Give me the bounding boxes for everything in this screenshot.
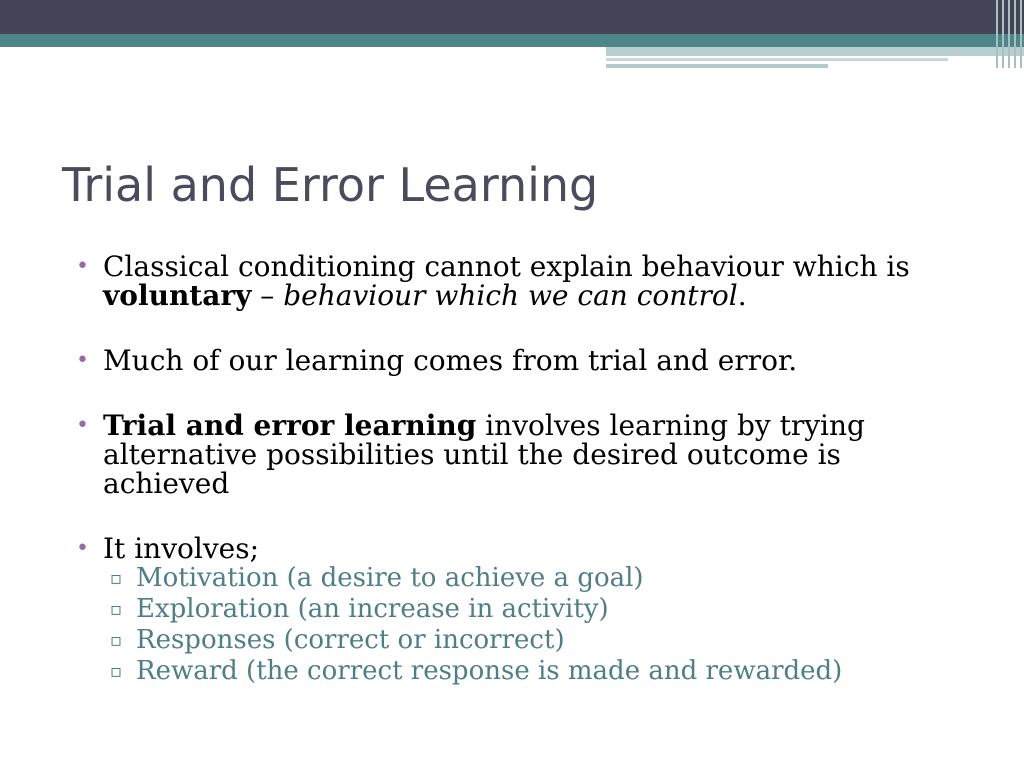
header-accent-line	[606, 58, 948, 61]
square-bullet-icon: ▫	[110, 630, 123, 651]
square-bullet-icon: ▫	[110, 568, 123, 589]
bullet-dot-icon: •	[76, 254, 89, 279]
bullet-item: • Much of our learning comes from trial and error.	[76, 344, 798, 377]
sub-list-item: ▫ Reward (the correct response is made and rewarded)	[110, 656, 843, 686]
bullet-dot-icon: •	[76, 413, 89, 438]
header-dark-band	[0, 0, 1024, 34]
bullet-dot-icon: •	[76, 348, 89, 373]
slide-content	[76, 252, 976, 687]
header-light-band	[606, 47, 1024, 56]
bullet-item: • It involves;	[76, 532, 260, 565]
header-stripes	[992, 0, 1024, 68]
sub-list-item: ▫ Responses (correct or incorrect)	[110, 625, 565, 655]
slide-title: Trial and Error Learning	[62, 158, 599, 212]
square-bullet-icon: ▫	[110, 661, 123, 682]
header-accent-line-short	[606, 64, 828, 68]
header-teal-band	[0, 34, 1024, 47]
sub-list-item: ▫ Motivation (a desire to achieve a goal)	[110, 563, 644, 593]
sub-list-item: ▫ Exploration (an increase in activity)	[110, 594, 609, 624]
bullet-item: • Trial and error learning involves learning by trying alternative possibilities until the desired outcome is achieved	[76, 409, 865, 500]
square-bullet-icon: ▫	[110, 599, 123, 620]
bullet-dot-icon: •	[76, 536, 89, 561]
bullet-item: • Classical conditioning cannot explain behaviour which is voluntary – behaviour which we can control.	[76, 250, 910, 312]
